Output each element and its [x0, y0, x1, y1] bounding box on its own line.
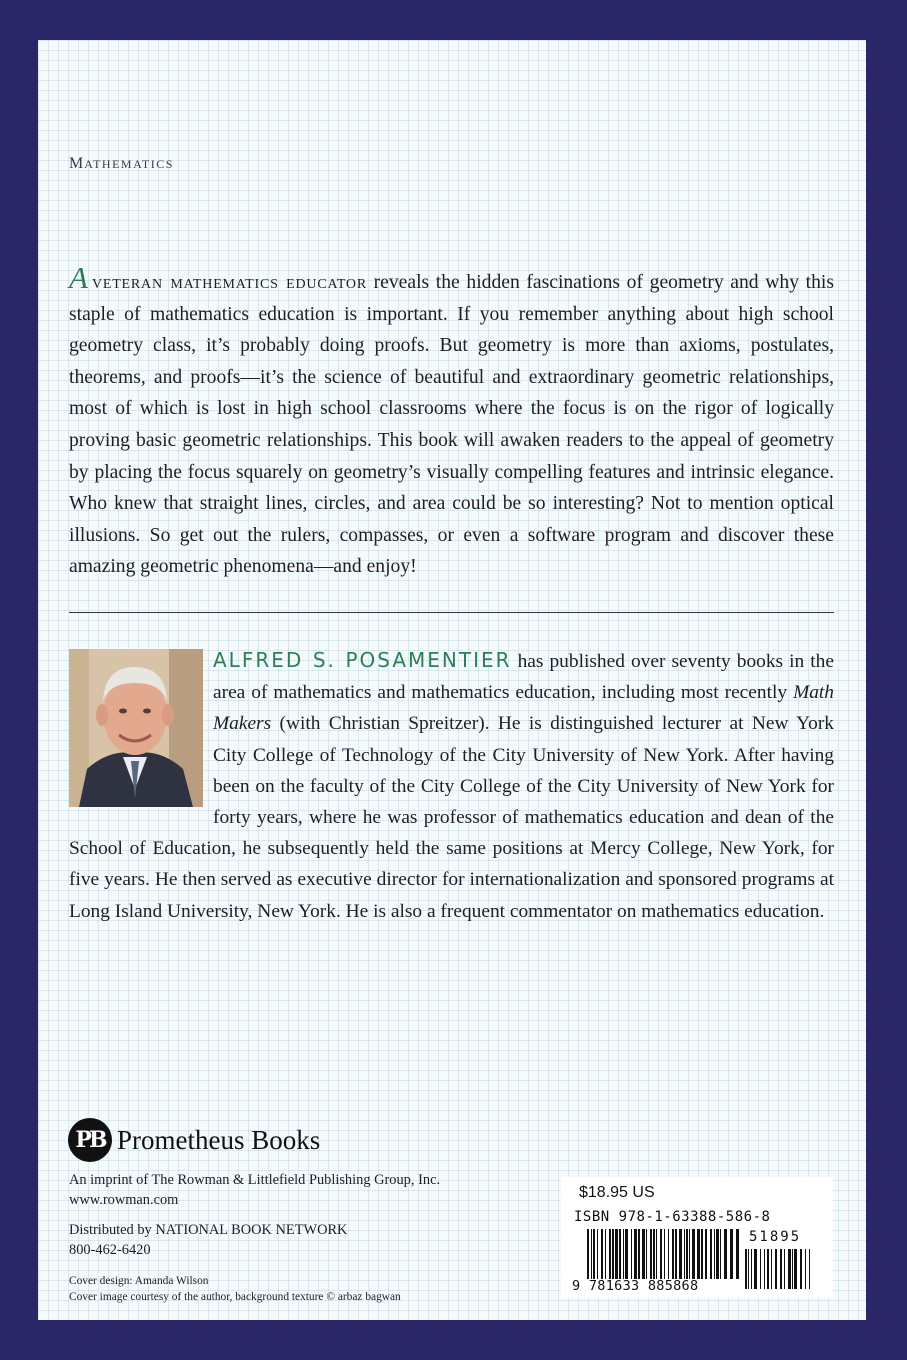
- barcode-bar: [780, 1249, 782, 1289]
- barcode-bar: [767, 1249, 769, 1289]
- barcode-bar: [716, 1229, 719, 1279]
- barcode-bar: [634, 1229, 637, 1279]
- barcode-bar: [646, 1229, 647, 1279]
- author-photo: [69, 649, 203, 807]
- barcode-bar: [653, 1229, 655, 1279]
- barcode-bar: [619, 1229, 621, 1279]
- distributor-line: Distributed by NATIONAL BOOK NETWORK: [69, 1222, 348, 1238]
- barcode-bar: [788, 1249, 791, 1289]
- barcode-bar: [720, 1229, 721, 1279]
- barcode-bar: [623, 1229, 624, 1279]
- barcode-bar: [794, 1249, 797, 1289]
- barcode-bar: [679, 1229, 682, 1279]
- publisher-name: Prometheus Books: [117, 1124, 321, 1155]
- barcode-bar: [631, 1229, 632, 1279]
- barcode-bar: [587, 1229, 589, 1279]
- barcode-bar: [675, 1229, 677, 1279]
- barcode-bar: [615, 1229, 618, 1279]
- barcode-bar: [736, 1229, 739, 1279]
- section-divider: [69, 612, 834, 613]
- bio-text-2: (with Christian Spreitzer). He is distinguished lecturer at New York City College of Technology of the City University of New York. After having been on the faculty of the City College of the City University of New York for forty years, where he was professor of mathematics education and dean of the School of Education, he subsequently held the same positions at Mercy College, New York, for five years. He then served as executive director for internationalization and sponsored programs at Long Island University, New York. He is also a frequent commentator on mathematics education.: [69, 713, 834, 922]
- book-blurb: [69, 262, 834, 583]
- barcode-bar: [764, 1249, 765, 1289]
- barcode-bar: [724, 1229, 727, 1279]
- cover-credits: [69, 1273, 401, 1305]
- barcode-bar: [714, 1229, 715, 1279]
- barcode-bar: [805, 1249, 806, 1289]
- isbn-number: ISBN 978-1-63388-586-8: [574, 1209, 771, 1225]
- barcode-bar: [625, 1229, 628, 1279]
- barcode-bar: [593, 1229, 595, 1279]
- category-first-letter: M: [69, 155, 85, 172]
- barcode-bar: [601, 1229, 603, 1279]
- barcode-bar: [710, 1229, 712, 1279]
- distributor-phone: 800-462-6420: [69, 1242, 151, 1258]
- barcode-bar: [800, 1249, 802, 1289]
- barcode-bar: [638, 1229, 640, 1279]
- prometheus-logo-icon: PB: [68, 1118, 112, 1162]
- barcode-bar: [705, 1229, 707, 1279]
- barcode-bar: [656, 1229, 657, 1279]
- barcode-bar: [612, 1229, 614, 1279]
- barcode-bar: [809, 1249, 810, 1289]
- barcode-bar: [684, 1229, 685, 1279]
- barcode-bar: [591, 1229, 592, 1279]
- barcode-bar: [701, 1229, 703, 1279]
- barcode-bar: [745, 1249, 747, 1289]
- featured-book-title: Math Makers: [213, 682, 834, 735]
- bio-text-1: has published over seventy books in the area of mathematics and mathematics education, including most recently: [213, 651, 834, 704]
- author-photo-illustration: [69, 649, 203, 807]
- cover-design-credit: Cover design: Amanda Wilson: [69, 1275, 209, 1287]
- barcode-bar: [771, 1249, 772, 1289]
- barcode-bar: [597, 1229, 598, 1279]
- blurb-lead: veteran mathematics educator: [91, 272, 367, 293]
- barcode-bar: [792, 1249, 793, 1289]
- author-name: ALFRED S. POSAMENTIER: [213, 648, 512, 672]
- ean-digits: 9 781633 885868: [572, 1278, 699, 1294]
- barcode-bar: [668, 1229, 669, 1279]
- barcode-bar: [751, 1249, 752, 1289]
- barcode-bar: [642, 1229, 645, 1279]
- author-bio-section: [69, 645, 834, 927]
- barcode-bar: [697, 1229, 700, 1279]
- barcode-panel: [561, 1177, 833, 1298]
- category-label: [69, 155, 174, 173]
- back-cover: [38, 40, 866, 1320]
- barcode-bar: [730, 1229, 733, 1279]
- barcode-bar: [784, 1249, 785, 1289]
- imprint-line: An imprint of The Rowman & Littlefield Publishing Group, Inc.: [69, 1172, 441, 1188]
- category-rest: ATHEMATICS: [84, 157, 174, 171]
- barcode-bar: [689, 1229, 690, 1279]
- barcode-bar: [605, 1229, 606, 1279]
- barcode-bar: [748, 1249, 749, 1289]
- publisher-website: www.rowman.com: [69, 1192, 179, 1208]
- barcode-bar: [686, 1229, 688, 1279]
- barcode-bar: [664, 1229, 665, 1279]
- price-addon-digits: 51895: [749, 1229, 802, 1245]
- barcode-bar: [672, 1229, 674, 1279]
- barcode-bar: [660, 1229, 662, 1279]
- barcode-bar: [609, 1229, 611, 1279]
- blurb-dropcap: A: [69, 260, 88, 295]
- cover-image-credit: Cover image courtesy of the author, background texture © arbaz bagwan: [69, 1291, 401, 1303]
- barcode-bar: [754, 1249, 757, 1289]
- barcode-bar: [692, 1229, 695, 1279]
- barcode-bar: [760, 1249, 761, 1289]
- price-label: $18.95 US: [579, 1184, 655, 1201]
- blurb-body: reveals the hidden fascinations of geometry and why this staple of mathematics education is important. If you remember anything about high school geometry class, it’s probably doing proofs. But geometry is more than axioms, postulates, theorems, and proofs—it’s the science of beautiful and extraordinary geometric relationships, most of which is lost in high school classrooms where the focus is on the rigor of logically proving basic geometric relationships. This book will awaken readers to the appeal of geometry by placing the focus squarely on geometry’s visually compelling features and intrinsic elegance. Who knew that straight lines, circles, and area could be so interesting? Not to mention optical illusions. So get out the rulers, compasses, or even a software program and discover these amazing geometric phenomena—and enjoy!: [69, 272, 834, 578]
- publisher-info: [69, 1170, 440, 1260]
- barcode-bar: [650, 1229, 652, 1279]
- barcode-bar: [775, 1249, 777, 1289]
- publisher-branding: [68, 1118, 320, 1162]
